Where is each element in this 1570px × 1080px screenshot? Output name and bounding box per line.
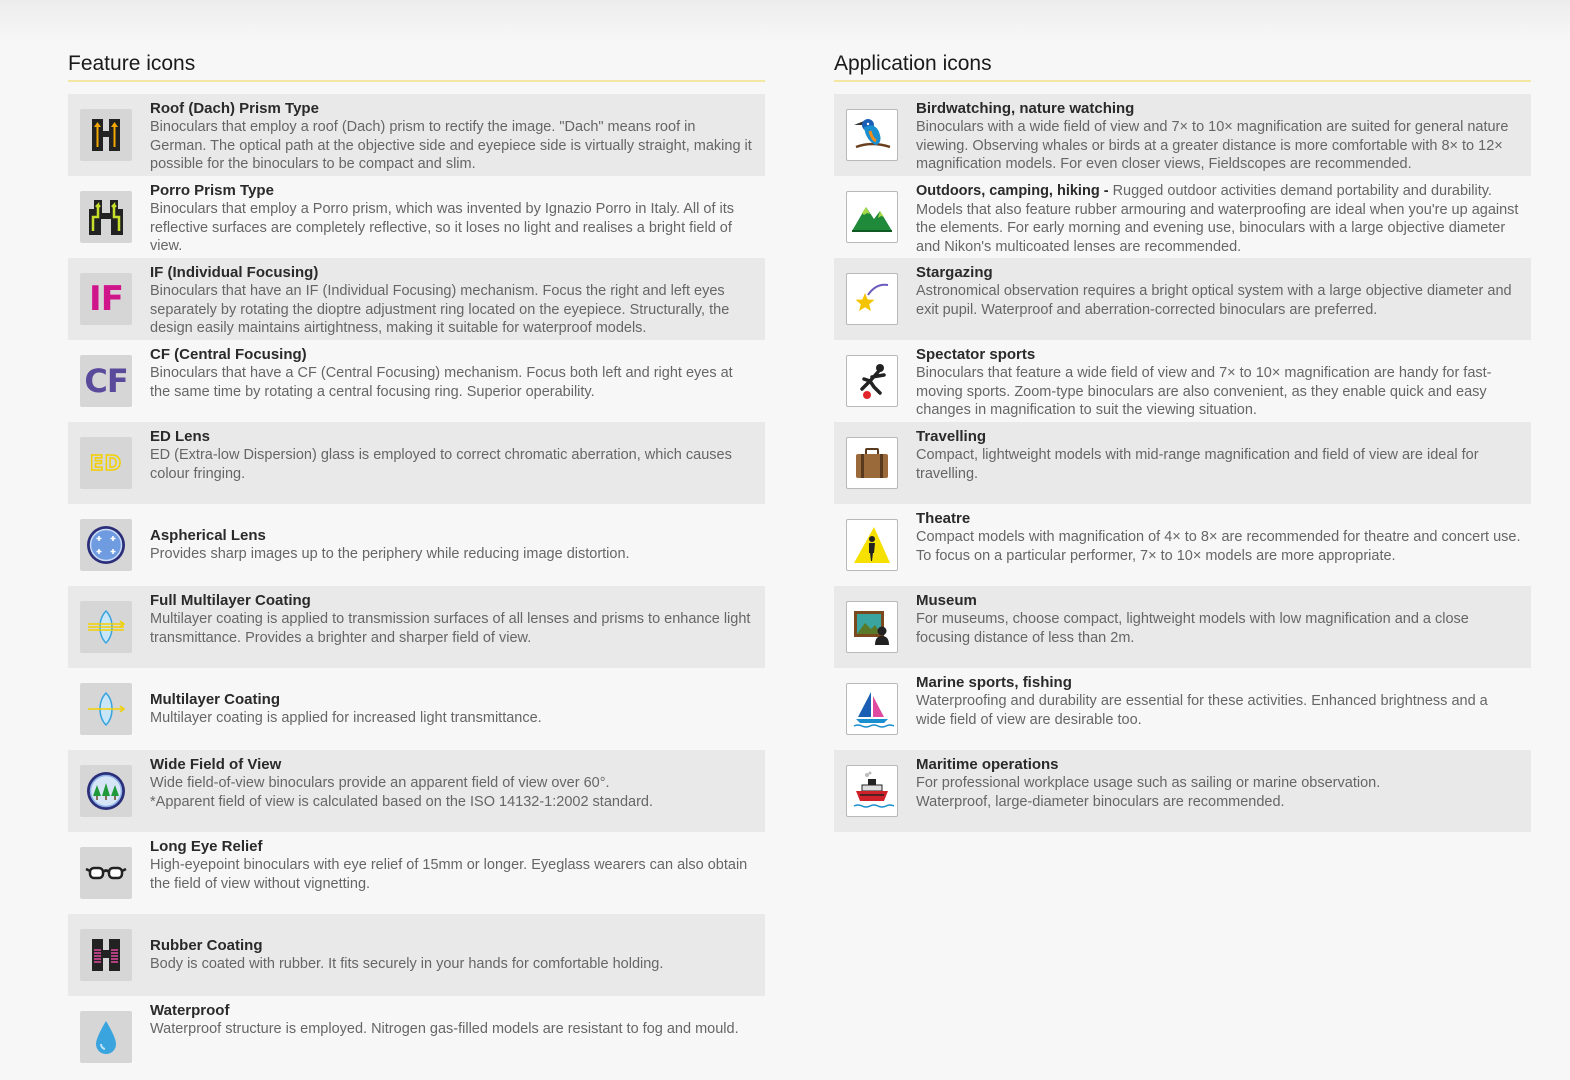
item-title: Museum [916, 592, 977, 609]
sailboat-icon [846, 683, 898, 735]
item-title: Aspherical Lens [150, 526, 266, 544]
item-description: Wide field-of-view binoculars provide an apparent field of view over 60°. [150, 775, 610, 791]
item-title: Travelling [916, 428, 987, 445]
item-title: CF (Central Focusing) [150, 346, 307, 363]
feature-item-long-eye-relief [68, 832, 765, 914]
item-description: Binoculars that have a CF (Central Focusing) mechanism. Focus both left and right eyes at the same time by rotating a central focusing ring. Superior operability. [150, 365, 733, 400]
item-description: Binoculars that have an IF (Individual Focusing) mechanism. Focus the right and left eyes separately by rotating the dioptre adjustment ring located on the eyepiece. Structurally, the design easily maintains airtightness, making it suitable for waterproof models. [150, 283, 730, 336]
item-description: Waterproof structure is employed. Nitrogen gas-filled models are resistant to fog and mould. [150, 1021, 739, 1037]
item-title: Birdwatching, nature watching [916, 100, 1135, 117]
aspherical-lens-icon [80, 519, 132, 571]
feature-item-roof-prism [68, 94, 765, 176]
feature-icons-section [68, 50, 765, 1078]
if-icon-text: IF [89, 279, 123, 319]
item-title: Outdoors, camping, hiking - [916, 183, 1109, 199]
shooting-star-icon [846, 273, 898, 325]
item-description: Compact models with magnification of 4× to 8× are recommended for theatre and concert use. To focus on a particular performer, 7× to 10× models are more appropriate. [916, 529, 1521, 564]
item-title: Marine sports, fishing [916, 674, 1072, 691]
feature-list [68, 94, 765, 1078]
item-description: For professional workplace usage such as sailing or marine observation. [916, 775, 1381, 791]
feature-item-if [68, 258, 765, 340]
item-description: Waterproofing and durability are essential for these activities. Enhanced brightness and a wide field of view are desirable too. [916, 693, 1488, 728]
eyeglasses-icon [80, 847, 132, 899]
item-description: Provides sharp images up to the periphery while reducing image distortion. [150, 545, 630, 562]
application-item-spectator-sports [834, 340, 1531, 422]
ship-icon [846, 765, 898, 817]
if-icon [80, 273, 132, 325]
item-text [916, 182, 1521, 256]
item-description: Binoculars that employ a Porro prism, which was invented by Ignazio Porro in Italy. All of its reflective surfaces are completely reflective, so it loses no light and realises a bright field of view. [150, 201, 735, 254]
item-description: High-eyepoint binoculars with eye relief of 15mm or longer. Eyeglass wearers can also obtain the field of view without vignetting. [150, 857, 748, 892]
feature-item-ed-lens [68, 422, 765, 504]
item-title: Theatre [916, 510, 971, 527]
item-description: Binoculars that employ a roof (Dach) prism to rectify the image. "Dach" means roof in German. The optical path at the objective side and eyepiece side is virtually straight, making it possible for the binoculars to be compact and slim. [150, 119, 752, 172]
item-title: Wide Field of View [150, 756, 282, 773]
mountains-icon [846, 191, 898, 243]
application-item-birdwatching [834, 94, 1531, 176]
application-item-museum [834, 586, 1531, 668]
feature-item-waterproof [68, 996, 765, 1078]
wide-field-icon [80, 765, 132, 817]
item-title: Spectator sports [916, 346, 1036, 363]
item-title: Rubber Coating [150, 936, 263, 954]
multilayer-coating-icon [80, 683, 132, 735]
application-item-marine-sports [834, 668, 1531, 750]
item-description-line-2: Waterproof, large-diameter binoculars are recommended. [916, 793, 1285, 810]
item-title: ED Lens [150, 428, 211, 445]
application-item-maritime-operations [834, 750, 1531, 832]
item-description: Rugged outdoor activities demand portability and durability. Models that also feature rubber armouring and waterproofing are ideal when you're up against the elements. For early morning and evening use, binoculars with a large objective diameter and Nikon's multicoated lenses are recommended. [916, 183, 1519, 255]
item-title: Roof (Dach) Prism Type [150, 100, 319, 117]
feature-item-full-multilayer-coating [68, 586, 765, 668]
item-title: IF (Individual Focusing) [150, 264, 319, 281]
museum-painting-icon [846, 601, 898, 653]
application-item-theatre [834, 504, 1531, 586]
ed-icon-text: ED [89, 451, 123, 475]
item-description: ED (Extra-low Dispersion) glass is employed to correct chromatic aberration, which causes colour fringing. [150, 447, 732, 482]
porro-prism-icon [80, 191, 132, 243]
item-footnote: *Apparent field of view is calculated based on the ISO 14132-1:2002 standard. [150, 793, 653, 810]
application-icons-section [834, 50, 1531, 832]
rubber-coating-icon [80, 929, 132, 981]
item-title: Long Eye Relief [150, 838, 263, 855]
item-description: Binoculars that feature a wide field of view and 7× to 10× magnification are handy for fast-moving sports. Zoom-type binoculars are also convenient, as they enable quick and easy changes in magnification to suit the viewing situation. [916, 365, 1492, 418]
item-description: Binoculars with a wide field of view and 7× to 10× magnification are suited for general nature viewing. Observing whales or birds at a greater distance is more comfortable with 8× to 12× magnification models. For even closer views, Fieldscopes are recommended. [916, 119, 1509, 172]
spotlight-performer-icon [846, 519, 898, 571]
cf-icon-text: CF [84, 362, 128, 400]
ed-lens-icon [80, 437, 132, 489]
item-title: Maritime operations [916, 756, 1059, 773]
item-description: Multilayer coating is applied for increased light transmittance. [150, 709, 542, 726]
item-title: Waterproof [150, 1002, 230, 1019]
item-title: Full Multilayer Coating [150, 592, 311, 609]
feature-icons-heading: Feature icons [68, 50, 765, 82]
full-multilayer-coating-icon [80, 601, 132, 653]
item-title: Multilayer Coating [150, 690, 281, 708]
application-item-stargazing [834, 258, 1531, 340]
application-item-outdoors [834, 176, 1531, 258]
item-title: Porro Prism Type [150, 182, 274, 199]
roof-prism-icon [80, 109, 132, 161]
item-description: Multilayer coating is applied to transmission surfaces of all lenses and prisms to enhance light transmittance. Provides a brighter and sharper field of view. [150, 611, 751, 646]
application-list [834, 94, 1531, 832]
item-description: For museums, choose compact, lightweight models with low magnification and a close focusing distance of less than 2m. [916, 611, 1469, 646]
water-drop-icon [80, 1011, 132, 1063]
football-player-icon [846, 355, 898, 407]
item-description: Compact, lightweight models with mid-range magnification and field of view are ideal for travelling. [916, 447, 1479, 482]
cf-icon [80, 355, 132, 407]
application-icons-heading: Application icons [834, 50, 1531, 82]
feature-item-multilayer-coating [68, 668, 765, 750]
feature-item-aspherical-lens [68, 504, 765, 586]
feature-item-porro-prism [68, 176, 765, 258]
suitcase-icon [846, 437, 898, 489]
application-item-travelling [834, 422, 1531, 504]
item-title: Stargazing [916, 264, 993, 281]
feature-item-rubber-coating [68, 914, 765, 996]
item-description: Astronomical observation requires a bright optical system with a large objective diameter and exit pupil. Waterproof and aberration-corrected binoculars are preferred. [916, 283, 1512, 318]
feature-item-wide-field [68, 750, 765, 832]
feature-item-cf [68, 340, 765, 422]
item-description: Body is coated with rubber. It fits securely in your hands for comfortable holding. [150, 955, 664, 972]
kingfisher-bird-icon [846, 109, 898, 161]
